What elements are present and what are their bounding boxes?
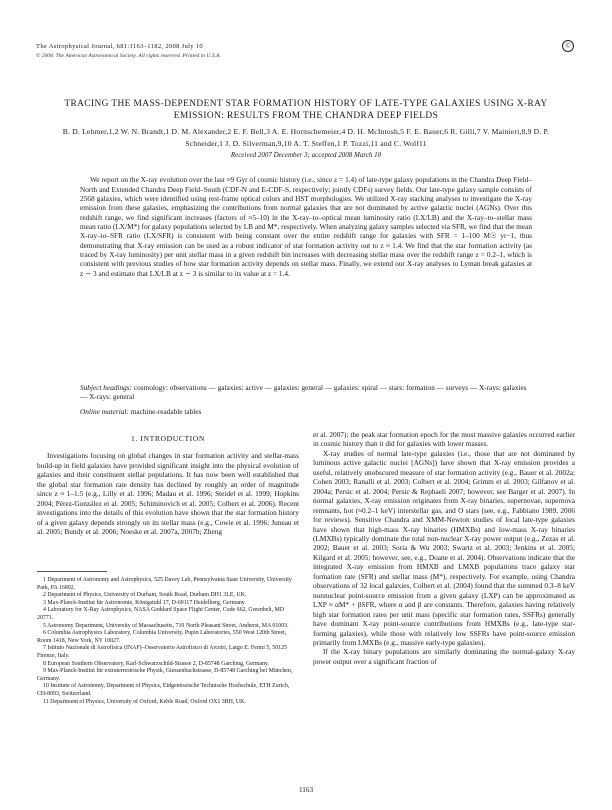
subject-headings-text: cosmology: observations — galaxies: active — galaxies: general — galaxies: spiral — stars: formation — surveys — X-rays: galaxies — X-rays: general	[80, 383, 527, 402]
section-heading: 1. INTRODUCTION	[131, 434, 205, 443]
copyright-icon: ©	[562, 40, 574, 52]
left-column	[37, 430, 299, 537]
online-material	[80, 407, 201, 416]
footnote-divider	[37, 571, 107, 572]
author-list: B. D. Lehmer,1,2 W. N. Brandt,1 D. M. Alexander,2 E. F. Bell,3 A. E. Hornschemeier,4 D. H. McIntosh,5 F. E. Bauer,6 R. Gilli,7 V. Mainieri,8,9 D. P. Schneider,1 J. D. Silverman,9,10 A. T. Steffen,1 P. Tozzi,11 and C. Wolf11	[62, 127, 550, 148]
received-dates: Received 2007 December 3; accepted 2008 March 10	[230, 151, 382, 159]
footnote: 4 Laboratory for X-Ray Astrophysics, NASA Goddard Space Flight Center, Code 662, Greenbelt, MD 20771.	[37, 607, 285, 621]
footnote: 11 Department of Physics, University of Oxford, Keble Road, Oxford OX1 3RH, UK.	[43, 698, 246, 705]
body-paragraph: et al. 2007); the peak star formation epoch for the most massive galaxies occurred earlier in cosmic history than it did for galaxies with lower masses.	[313, 430, 575, 449]
right-column	[313, 430, 575, 666]
footnote: 5 Astronomy Department, University of Massachusetts, 710 North Pleasant Street, Amherst, MA 01003.	[43, 622, 289, 629]
subject-headings-label: Subject headings:	[80, 383, 133, 392]
subject-headings	[80, 383, 532, 402]
paper-title: TRACING THE MASS-DEPENDENT STAR FORMATION HISTORY OF LATE-TYPE GALAXIES USING X-RAY EMISSION: RESULTS FROM THE CHANDRA DEEP FIELDS	[64, 99, 548, 121]
footnote: 7 Istituto Nazionale di Astrofisica (INAF)–Osservatorio Astrofisico di Arcetri, Largo E. Fermi 5, 50125 Firenze, Italy.	[37, 645, 287, 659]
copyright-line: © 2008. The American Astronomical Society. All rights reserved. Printed in U.S.A.	[36, 53, 221, 59]
body-paragraph: X-ray studies of normal late-type galaxies (i.e., those that are not dominated by luminous active galactic nuclei [AGNs]) have shown that X-ray emission provides a useful, relatively unobscured measure of star formation activity (e.g., Bauer et al. 2002a; Cohen 2003; Ranalli et al. 2003; Colbert et al. 2004; Grimm et al. 2003; Gilfanov et al. 2004a; Persic et al. 2004; Persic & Rephaeli 2007; however, see Barger et al. 2007). In normal galaxies, X-ray emission originates from X-ray binaries, supernovae, supernova remnants, hot (≈0.2–1 keV) interstellar gas, and O stars (see, e.g., Fabbiano 1989, 2006 for reviews). Sensitive Chandra and XMM-Newton studies of local late-type galaxies have shown that high-mass X-ray binaries (HMXBs) and low-mass X-ray binaries (LMXBs) typically dominate the total non-nuclear X-ray power output (e.g., Zezas et al. 2002; Bauer et al. 2003; Soria & Wu 2003; Swartz et al. 2003; Jenkins et al. 2005; Kilgard et al. 2005; however, see, e.g., Doane et al. 2004). Observations indicate that the integrated X-ray emission from HMXB and LMXB populations trace galaxy star formation rate (SFR) and stellar mass (M*), respectively. For example, using Chandra observations of 32 local galaxies, Colbert et al. (2004) found that the summed 0.3–8 keV nonnuclear point-source emission from a given galaxy (LXP) can be approximated as LXP ≈ αM* + βSFR, where α and β are constants. Therefore, galaxies having relatively high star formation rates per unit mass (specific star formation rates, SSFRs) generally have dominant X-ray point-source contributions from HMXBs (e.g., late-type star-forming galaxies), while those with relatively low SSFRs have point-source emission primarily from LMXBs (e.g., massive early-type galaxies).	[313, 448, 575, 647]
online-material-text: machine-readable tables	[130, 407, 202, 416]
footnotes	[37, 571, 299, 706]
abstract: We report on the X-ray evolution over the last ≈9 Gyr of cosmic history (i.e., since z = 1.4) of late-type galaxy populations in the Chandra Deep Field–North and Extended Chandra Deep Field–South (CDF-N and E-CDF-S, respectively; jointly CDFs) survey fields. Our late-type galaxy sample consists of 2568 galaxies, which were identified using rest-frame optical colors and HST morphologies. We utilized X-ray stacking analyses to investigate the X-ray emission from these galaxies, emphasizing the contributions from normal galaxies that are not dominated by active galactic nuclei (AGNs). Over this redshift range, we find significant increases (factors of ≈5–10) in the X-ray–to–optical mean luminosity ratio (LX/LB) and the X-ray–to–stellar mass mean ratio (LX/M*) for galaxy populations selected by LB and M*, respectively. When analyzing galaxy samples selected via SFR, we find that the mean X-ray–to–SFR ratio (LX/SFR) is consistent with being constant over the entire redshift range for galaxies with SFR = 1–100 M☉ yr−1, thus demonstrating that X-ray emission can be used as a robust indicator of star formation activity out to z ≈ 1.4. We find that the star formation activity (as traced by X-ray luminosity) per unit stellar mass in a given redshift bin increases with decreasing stellar mass over the redshift range z = 0.2–1, which is consistent with previous studies of how star formation activity depends on stellar mass. Finally, we extend our X-ray analyses to Lyman break galaxies at z ∼ 3 and estimate that LX/LB at z ∼ 3 is similar to its value at z = 1.4.	[80, 175, 532, 278]
footnote: 9 Max-Planck-Institut für extraterrestrische Physik, Giessenbachstrasse, D-85748 Garching bei München, Germany.	[37, 668, 293, 682]
footnote: 6 Columbia Astrophysics Laboratory, Columbia University, Pupin Laboratories, 550 West 120th Street, Room 1418, New York, NY 10027.	[37, 630, 287, 644]
footnote: 3 Max-Planck-Institut für Astronomie, Königstuhl 17, D-69117 Heidelberg, Germany.	[43, 599, 246, 606]
running-head: The Astrophysical Journal, 681:1163–1182, 2008 July 10	[36, 43, 203, 50]
online-material-label: Online material:	[80, 407, 129, 416]
body-paragraph: If the X-ray binary populations are similarly dominating the normal-galaxy X-ray power output over a significant fraction of	[313, 647, 575, 666]
body-paragraph: Investigations focusing on global changes in star formation activity and stellar-mass build-up in field galaxies have provided significant insight into the physical evolution of galaxies and their constituent stellar populations. It has now been well established that the global star formation rate density has declined by roughly an order of magnitude since z ≈ 1–1.5 (e.g., Lilly et al. 1996; Madau et al. 1996; Steidel et al. 1999; Hopkins 2004; Pérez-González et al. 2005; Schiminovich et al. 2005; Colbert et al. 2006). Recent investigations into the details of this evolution have shown that the star formation history of a given galaxy depends strongly on its stellar mass (e.g., Cowie et al. 1996; Juneau et al. 2005; Bundy et al. 2006; Noeske et al. 2007a, 2007b; Zheng	[37, 451, 299, 537]
footnote: 10 Institute of Astronomy, Department of Physics, Eidgenössische Technische Hochschule, ETH Zurich, CH-8093, Switzerland.	[37, 683, 290, 697]
footnote: 2 Department of Physics, University of Durham, South Road, Durham DH1 3LE, UK.	[43, 592, 247, 599]
footnote: 1 Department of Astronomy and Astrophysics, 525 Davey Lab, Pennsylvania State University, University Park, PA 16802.	[37, 577, 292, 591]
page-number: 1163	[298, 786, 314, 794]
footnote: 8 European Southern Observatory, Karl-Schwarzschild-Strasse 2, D-85748 Garching, Germany.	[43, 660, 269, 667]
